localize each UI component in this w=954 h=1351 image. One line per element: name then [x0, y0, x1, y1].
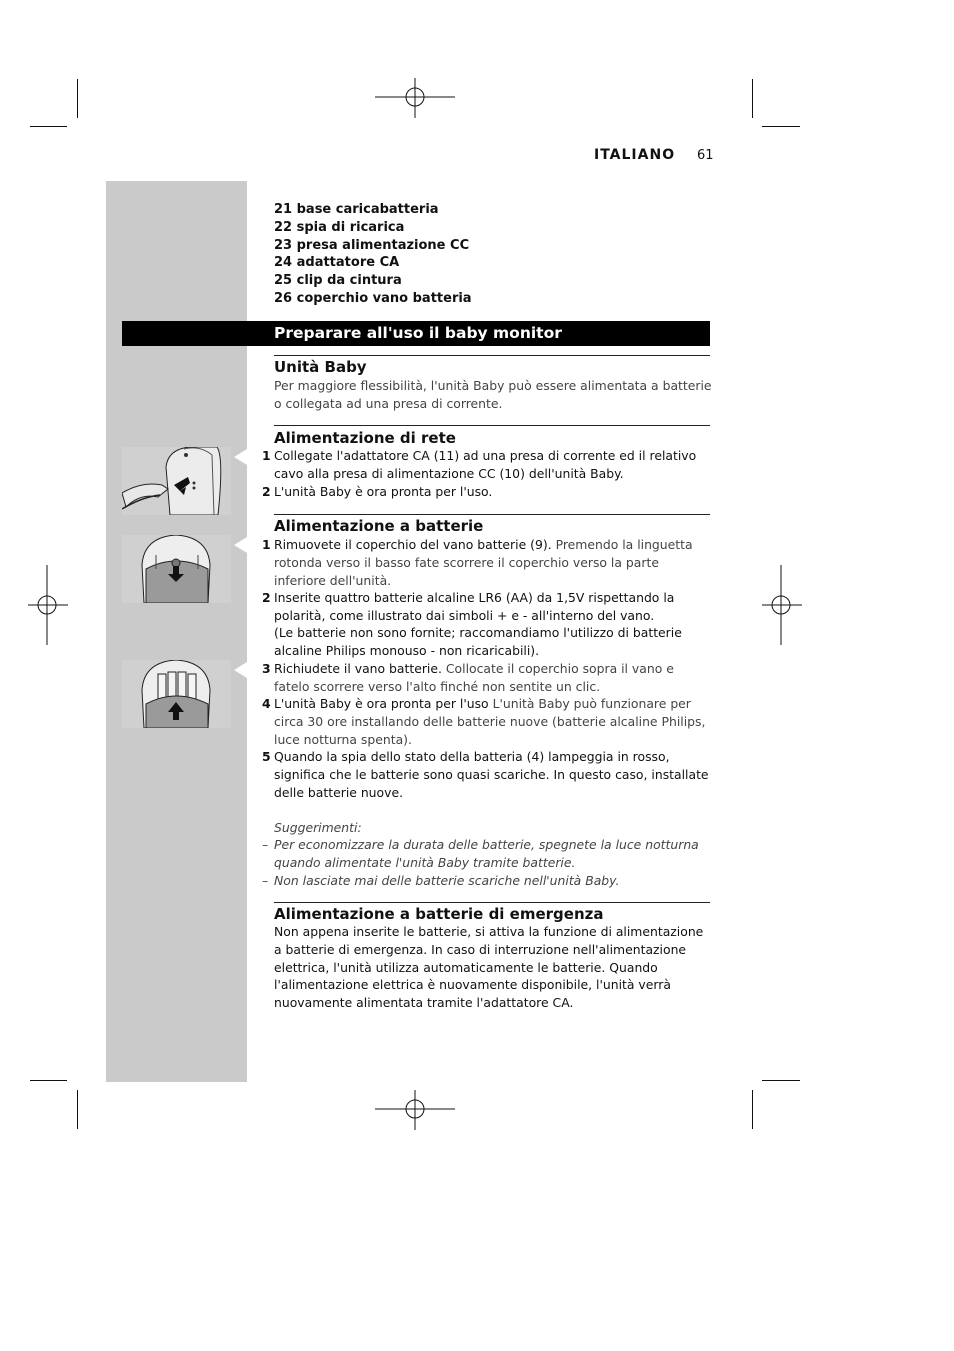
figure-remove-cover	[122, 535, 231, 603]
heading-battery: Alimentazione a batterie	[274, 517, 484, 535]
battery-step-1-detail: Premendo la linguetta rotonda verso il basso fate scorrere il coperchio verso la parte inferiore dell'unità.	[274, 537, 693, 588]
battery-step-4	[274, 695, 712, 748]
registration-mark-right	[762, 565, 802, 645]
left-sidebar-band	[106, 181, 247, 1082]
figure-pointer	[234, 662, 247, 678]
battery-step-4-detail: L'unità Baby può funzionare per circa 30 ore installando delle batterie nuove (batterie alcaline Philips, luce notturna spenta).	[274, 696, 706, 747]
parts-list-item: 22 spia di ricarica	[274, 219, 405, 235]
parts-list-item: 24 adattatore CA	[274, 255, 400, 271]
page-number: 61	[697, 148, 714, 163]
tip-2: Non lasciate mai delle batterie scariche nell'unità Baby.	[274, 873, 620, 888]
mains-step-1: Collegate l'adattatore CA (11) ad una presa di corrente ed il relativo cavo alla presa di alimentazione CC (10) dell'unità Baby.	[274, 448, 697, 481]
step-number: 1	[262, 448, 271, 463]
section-divider	[274, 425, 710, 426]
registration-mark-bottom	[375, 1090, 455, 1130]
tip-dash: –	[262, 837, 269, 852]
section-divider	[274, 514, 710, 515]
figure-pointer	[234, 537, 247, 553]
step-number: 2	[262, 590, 271, 605]
unit-baby-text: Per maggiore flessibilità, l'unità Baby può essere alimentata a batterie o collegata ad una presa di corrente.	[274, 378, 712, 411]
parts-list-item: 23 presa alimentazione CC	[274, 237, 470, 253]
battery-step-2-note: (Le batterie non sono fornite; raccomandiamo l'utilizzo di batterie alcaline Philips monouso - non ricaricabili).	[274, 625, 682, 658]
adapter-plug-illustration	[122, 447, 231, 515]
tip-dash: –	[262, 873, 269, 888]
tip-1: Per economizzare la durata delle batterie, spegnete la luce notturna quando alimentate l'unità Baby tramite batterie.	[274, 837, 699, 870]
parts-list-item: 25 clip da cintura	[274, 273, 402, 289]
section-divider	[274, 902, 710, 903]
battery-step-5: Quando la spia dello stato della batteria (4) lampeggia in rosso, significa che le batterie sono quasi scariche. In questo caso, installate delle batterie nuove.	[274, 749, 709, 800]
section-divider	[274, 355, 710, 356]
registration-mark-top	[375, 78, 455, 118]
registration-mark-left	[28, 565, 68, 645]
tips-title: Suggerimenti:	[274, 820, 362, 835]
battery-step-1-main: Rimuovete il coperchio del vano batterie (9).	[274, 537, 552, 552]
section-banner	[122, 321, 710, 346]
heading-emergency: Alimentazione a batterie di emergenza	[274, 905, 604, 923]
figure-insert-batteries	[122, 660, 231, 728]
figure-pointer	[234, 449, 247, 465]
step-number: 5	[262, 749, 271, 764]
heading-unit-baby: Unità Baby	[274, 358, 367, 376]
battery-step-3	[274, 660, 712, 696]
step-number: 1	[262, 537, 271, 552]
step-number: 3	[262, 661, 271, 676]
mains-step-2: L'unità Baby è ora pronta per l'uso.	[274, 484, 493, 499]
battery-step-3-detail: Collocate il coperchio sopra il vano e fatelo scorrere verso l'alto finché non sentite un clic.	[274, 661, 674, 694]
figure-adapter-plug	[122, 447, 231, 515]
parts-list	[274, 201, 472, 308]
step-number: 4	[262, 696, 271, 711]
remove-cover-illustration	[122, 535, 231, 603]
insert-batteries-illustration	[122, 660, 231, 728]
section-banner-title: Preparare all'uso il baby monitor	[274, 324, 562, 342]
emergency-text: Non appena inserite le batterie, si attiva la funzione di alimentazione a batterie di emergenza. In caso di interruzione nell'alimentazione elettrica, l'unità utilizza automaticamente le batterie. Quando l'alimentazione elettrica è nuovamente disponibile, l'unità verrà nuovamente alimentata tramite l'adattatore CA.	[274, 924, 704, 1011]
battery-step-4-main: L'unità Baby è ora pronta per l'uso	[274, 696, 489, 711]
battery-step-1	[274, 536, 712, 589]
battery-step-2: Inserite quattro batterie alcaline LR6 (AA) da 1,5V rispettando la polarità, come illustrato dai simboli + e - all'interno del vano.	[274, 590, 675, 623]
language-label: ITALIANO	[594, 147, 676, 163]
battery-step-3-main: Richiudete il vano batterie.	[274, 661, 442, 676]
heading-mains: Alimentazione di rete	[274, 429, 456, 447]
parts-list-item: 21 base caricabatteria	[274, 202, 439, 217]
parts-list-item: 26 coperchio vano batteria	[274, 290, 472, 306]
step-number: 2	[262, 484, 271, 499]
